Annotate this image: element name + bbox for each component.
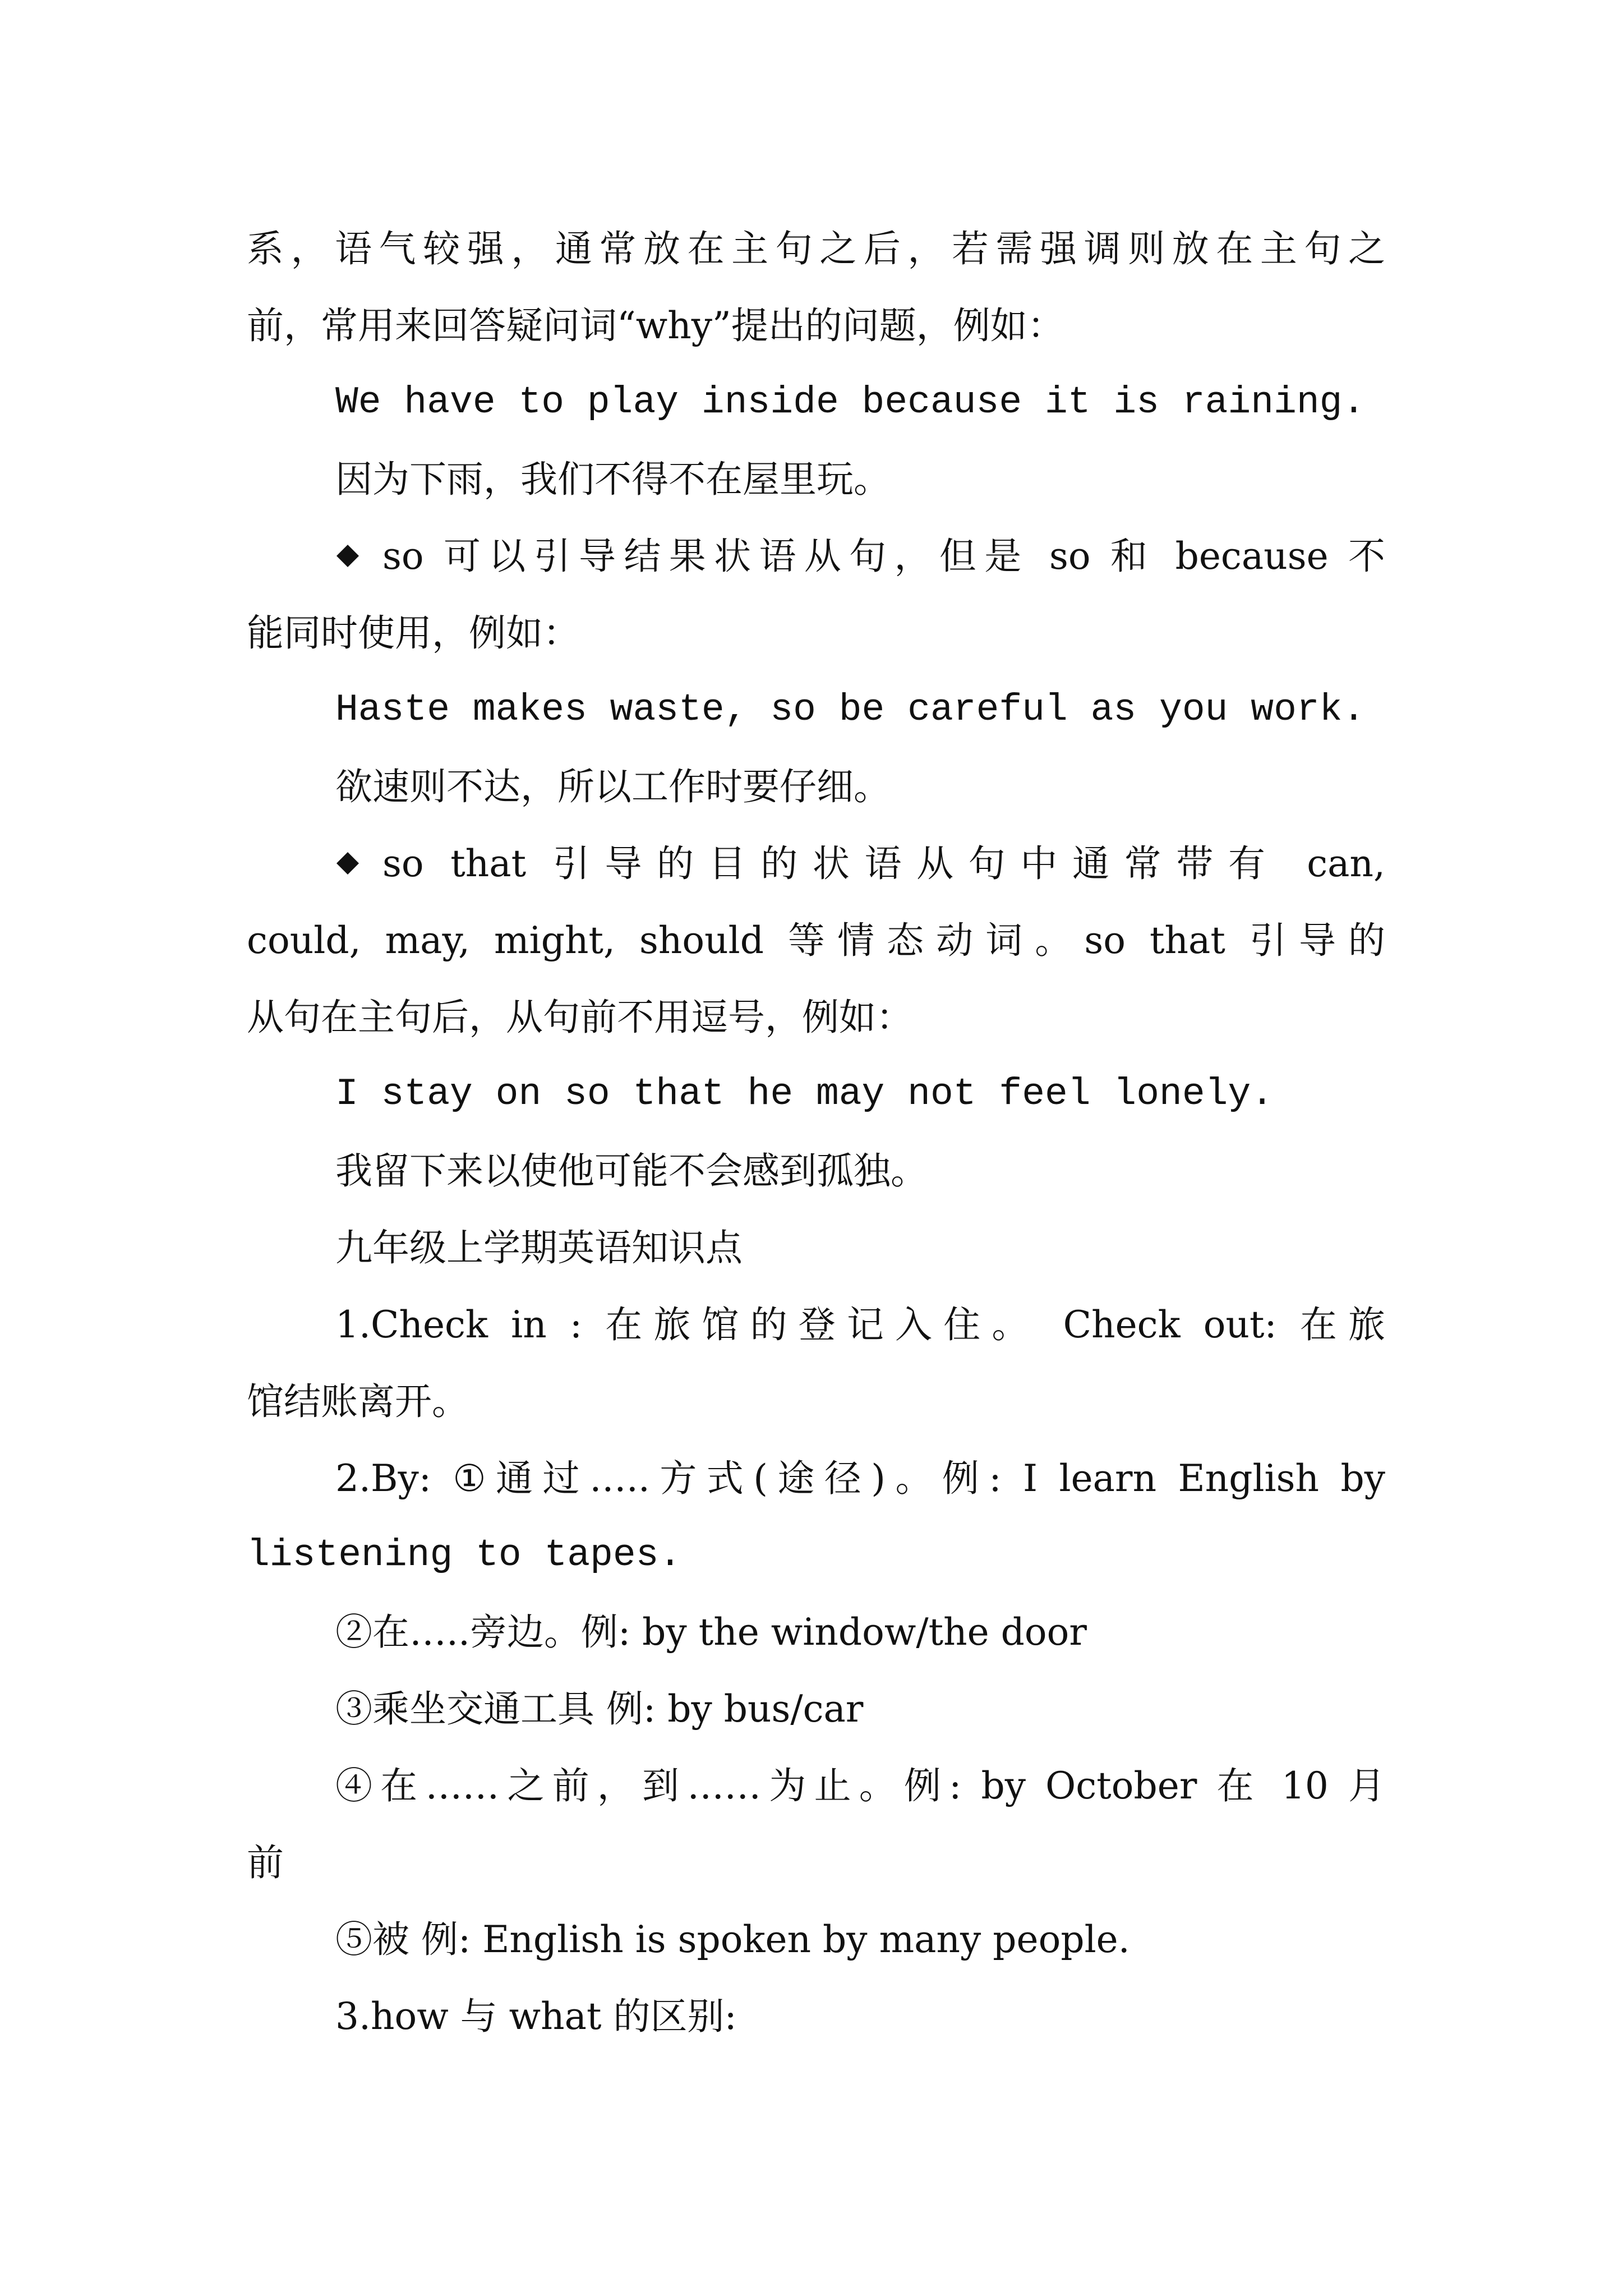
paragraph-line: 能同时使用，例如： <box>247 611 580 655</box>
sub-item-line: ⑤被 例: English is spoken by many people. <box>335 1918 1130 1961</box>
example-sentence-english: I stay on so that he may not feel lonely. <box>335 1073 1274 1116</box>
bullet-text: so 可以引导结果状语从句，但是 so 和 because 不 <box>382 535 1385 578</box>
sub-item-line: ②在…..旁边。例: by the window/the door <box>335 1611 1087 1654</box>
list-item-line: 3.how 与 what 的区别: <box>335 1995 737 2038</box>
paragraph-line: 从句在主句后，从句前不用逗号，例如： <box>247 996 913 1039</box>
section-heading: 九年级上学期英语知识点 <box>335 1226 743 1269</box>
example-sentence-english: We have to play inside because it is raining. <box>335 381 1366 424</box>
paragraph-line: 系，语气较强，通常放在主句之后，若需强调则放在主句之 <box>247 227 1385 270</box>
black-diamond-icon <box>335 851 360 876</box>
bullet-paragraph-line <box>247 825 1385 902</box>
example-sentence-chinese: 欲速则不达，所以工作时要仔细。 <box>335 765 891 808</box>
example-sentence-chinese: 我留下来以使他可能不会感到孤独。 <box>335 1149 928 1193</box>
bullet-paragraph-line <box>247 518 1385 595</box>
list-item-line: listening to tapes. <box>247 1534 682 1577</box>
sub-item-line: ④在……之前，到……为止。例: by October 在 10 月 <box>335 1764 1385 1807</box>
sub-item-line: ③乘坐交通工具 例: by bus/car <box>335 1687 864 1731</box>
example-sentence-english: Haste makes waste, so be careful as you work. <box>335 688 1366 731</box>
sub-item-line: 前 <box>247 1841 284 1884</box>
paragraph-line: could, may, might, should 等情态动词。so that 引导的 <box>247 919 1385 962</box>
document-body <box>247 210 1385 2055</box>
bullet-text: so that 引导的目的状语从句中通常带有 can, <box>382 842 1385 885</box>
list-item-line: 2.By: ①通过…..方式(途径)。例: I learn English by <box>335 1457 1385 1500</box>
black-diamond-icon <box>335 544 360 568</box>
list-item-line: 馆结账离开。 <box>247 1380 469 1423</box>
list-item-line: 1.Check in : 在旅馆的登记入住。 Check out: 在旅 <box>335 1303 1385 1346</box>
paragraph-line: 前，常用来回答疑问词“why”提出的问题，例如： <box>247 304 1064 347</box>
example-sentence-chinese: 因为下雨，我们不得不在屋里玩。 <box>335 458 891 501</box>
